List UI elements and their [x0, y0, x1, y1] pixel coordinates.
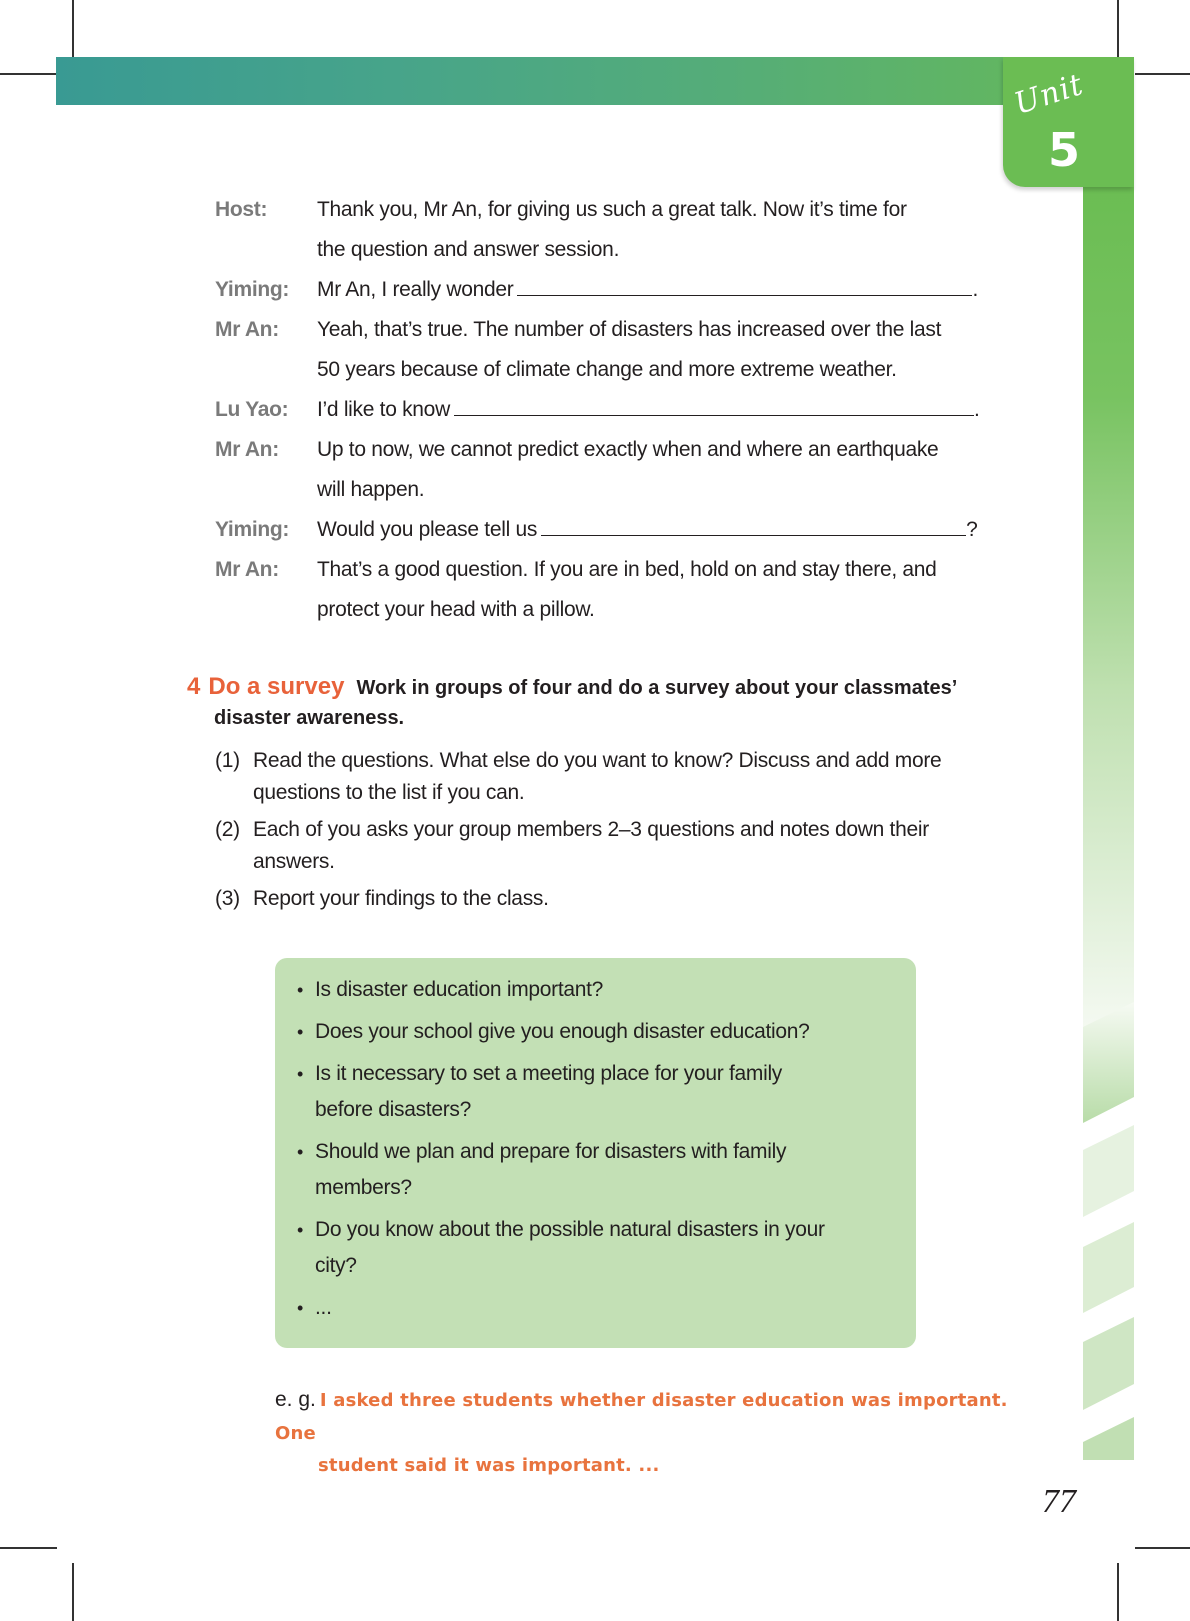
example-text: I asked three students whether disaster education was important. One — [275, 1390, 1008, 1444]
fill-in-blank[interactable] — [454, 391, 974, 416]
survey-questions-box — [275, 958, 916, 1348]
question-line: city? — [315, 1254, 357, 1277]
speaker-label: Mr An: — [215, 318, 279, 341]
crop-mark — [1135, 1547, 1190, 1549]
strip-segment — [1083, 1125, 1134, 1217]
step-number: (3) — [215, 887, 240, 910]
step-line: answers. — [253, 850, 335, 873]
steps-list — [215, 745, 1015, 920]
crop-mark — [1117, 1563, 1119, 1621]
strip-segment — [1083, 1317, 1134, 1410]
speaker-label: Host: — [215, 198, 268, 221]
crop-mark — [0, 1547, 57, 1549]
dialogue-turn — [215, 390, 1015, 430]
strip-segment — [1083, 1417, 1134, 1460]
strip-segment — [1083, 1222, 1134, 1313]
dialogue-turn — [215, 430, 1015, 510]
activity-title: Do a survey — [208, 673, 345, 700]
speech-punct: ? — [966, 518, 978, 541]
question-line: Is disaster education important? — [315, 978, 604, 1001]
question-line: before disasters? — [315, 1098, 471, 1121]
speech-line: the question and answer session. — [317, 238, 620, 261]
strip-solid-section — [1083, 187, 1134, 1027]
speaker-label: Mr An: — [215, 438, 279, 461]
speech-line: Up to now, we cannot predict exactly when and where an earthquake — [317, 438, 939, 461]
activity-instruction: disaster awareness. — [214, 707, 405, 729]
step-line: Read the questions. What else do you want to know? Discuss and add more — [253, 749, 942, 772]
speaker-label: Yiming: — [215, 278, 290, 301]
bullet-icon: • — [297, 1142, 304, 1162]
question-line: Do you know about the possible natural disasters in your — [315, 1218, 825, 1241]
example-label: e. g. — [275, 1388, 316, 1411]
speech-line: will happen. — [317, 478, 425, 501]
question-line: Should we plan and prepare for disasters with family — [315, 1140, 787, 1163]
speech-text: Would you please tell us — [317, 518, 538, 541]
bullet-icon: • — [297, 1298, 304, 1318]
survey-question — [297, 972, 916, 1008]
bullet-icon: • — [297, 1022, 304, 1042]
dialogue-turn — [215, 310, 1015, 390]
crop-mark — [1117, 0, 1119, 57]
crop-mark — [0, 73, 56, 75]
bullet-icon: • — [297, 1220, 304, 1240]
page-number: 77 — [1042, 1483, 1076, 1520]
speaker-label: Mr An: — [215, 558, 279, 581]
question-line: Does your school give you enough disaster education? — [315, 1020, 810, 1043]
speech-line: protect your head with a pillow. — [317, 598, 595, 621]
question-line: ... — [315, 1296, 332, 1319]
fill-in-blank[interactable] — [541, 511, 966, 536]
step-item — [215, 814, 1015, 878]
question-line: members? — [315, 1176, 412, 1199]
fill-in-blank[interactable] — [517, 271, 972, 296]
step-number: (2) — [215, 818, 240, 841]
step-line: Each of you asks your group members 2–3 questions and notes down their — [253, 818, 929, 841]
step-item — [215, 883, 1015, 915]
survey-question — [297, 1134, 916, 1206]
dialogue-turn — [215, 510, 1015, 550]
dialogue-turn — [215, 270, 1015, 310]
speaker-label: Yiming: — [215, 518, 290, 541]
unit-label: Unit — [1010, 66, 1088, 122]
side-decoration-strip — [1083, 187, 1134, 1460]
question-line: Is it necessary to set a meeting place for your family — [315, 1062, 783, 1085]
unit-number: 5 — [1048, 123, 1081, 177]
survey-question — [297, 1056, 916, 1128]
activity-number: 4 — [187, 673, 201, 700]
speech-punct: . — [972, 278, 979, 301]
bullet-icon: • — [297, 980, 304, 1000]
speech-line: Thank you, Mr An, for giving us such a great talk. Now it’s time for — [317, 198, 907, 221]
speech-line: 50 years because of climate change and more extreme weather. — [317, 358, 897, 381]
speech-text: I’d like to know — [317, 398, 450, 421]
dialogue — [215, 190, 1015, 630]
speech-text: Mr An, I really wonder — [317, 278, 514, 301]
crop-mark — [72, 0, 74, 57]
bullet-icon: • — [297, 1064, 304, 1084]
example-answer — [275, 1384, 1035, 1482]
survey-question — [297, 1290, 916, 1326]
crop-mark — [72, 1563, 74, 1621]
speech-line: Yeah, that’s true. The number of disasters has increased over the last — [317, 318, 942, 341]
speech-punct: . — [973, 398, 980, 421]
step-line: questions to the list if you can. — [253, 781, 525, 804]
speaker-label: Lu Yao: — [215, 398, 289, 421]
example-text: student said it was important. ... — [318, 1455, 660, 1476]
header-bar — [56, 57, 1016, 105]
crop-mark — [1135, 73, 1190, 75]
step-number: (1) — [215, 749, 240, 772]
survey-question — [297, 1212, 916, 1284]
survey-question — [297, 1014, 916, 1050]
unit-tab — [1003, 57, 1134, 187]
activity-heading — [187, 672, 1017, 733]
activity-instruction: Work in groups of four and do a survey about your classmates’ — [356, 677, 958, 699]
speech-line: That’s a good question. If you are in bed, hold on and stay there, and — [317, 558, 937, 581]
dialogue-turn — [215, 190, 1015, 270]
dialogue-turn — [215, 550, 1015, 630]
step-line: Report your findings to the class. — [253, 887, 549, 910]
step-item — [215, 745, 1015, 809]
